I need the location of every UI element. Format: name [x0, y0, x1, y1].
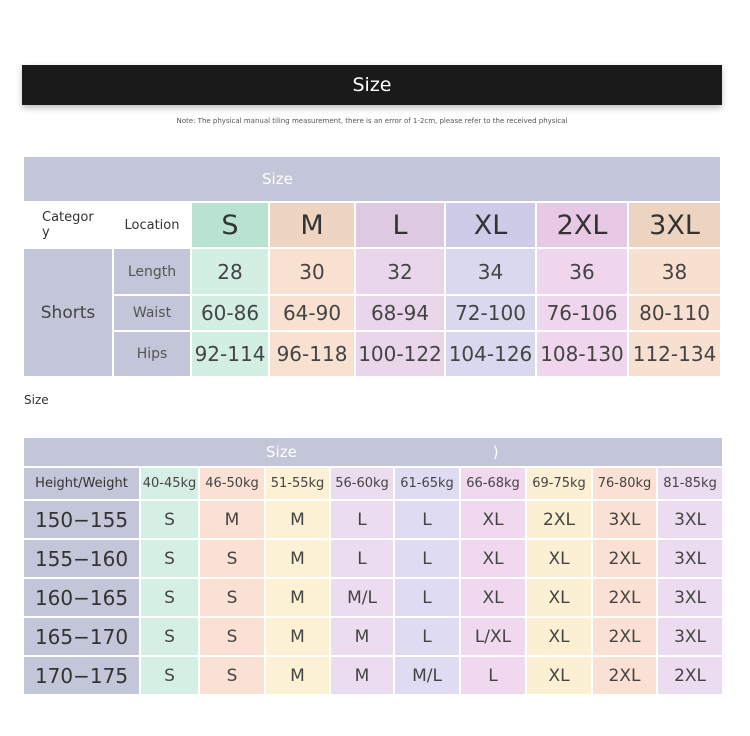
table-cell: XL: [527, 657, 591, 694]
table-cell: 2XL: [593, 579, 656, 616]
category-label: [24, 203, 112, 247]
table-cell: 96-118: [270, 332, 354, 376]
table-cell: 100-122: [356, 332, 444, 376]
table-cell: 3XL: [658, 618, 722, 655]
weight-header: 56-60kg: [331, 468, 393, 499]
table-cell: M/L: [331, 579, 393, 616]
table-cell: L: [395, 618, 459, 655]
size-header-3xl: 3XL: [629, 203, 720, 247]
table-cell: S: [141, 540, 198, 577]
height-weight-table: [22, 436, 724, 696]
table-cell: S: [200, 618, 264, 655]
table-cell: 92-114: [192, 332, 268, 376]
table-cell: 36: [537, 249, 627, 294]
size-section-label: Size: [24, 393, 49, 407]
table-cell: 30: [270, 249, 354, 294]
height-label: 160−165: [24, 579, 139, 616]
table-cell: S: [141, 618, 198, 655]
size-measurement-table: [22, 155, 722, 378]
table-cell: 2XL: [593, 657, 656, 694]
category-label-text: Categor y: [42, 210, 94, 240]
table-cell: M: [200, 501, 264, 538]
size-header-s: S: [192, 203, 268, 247]
weight-header: 76-80kg: [593, 468, 656, 499]
table-cell: 3XL: [593, 501, 656, 538]
table-cell: S: [200, 540, 264, 577]
table-cell: 2XL: [527, 501, 591, 538]
table-cell: 80-110: [629, 296, 720, 330]
table-cell: 2XL: [593, 540, 656, 577]
location-label: Location: [114, 203, 190, 247]
table-cell: 104-126: [446, 332, 535, 376]
size-header-l: L: [356, 203, 444, 247]
table-cell: L/XL: [461, 618, 525, 655]
weight-header: 40-45kg: [141, 468, 198, 499]
table-cell: 72-100: [446, 296, 535, 330]
table-cell: XL: [461, 540, 525, 577]
table-cell: 76-106: [537, 296, 627, 330]
table-cell: S: [141, 579, 198, 616]
table-cell: M: [266, 540, 329, 577]
table-cell: XL: [461, 501, 525, 538]
weight-header: 81-85kg: [658, 468, 722, 499]
table-cell: M: [266, 501, 329, 538]
weight-header: 69-75kg: [527, 468, 591, 499]
table2-header-title: Size: [266, 443, 297, 461]
table2-header-suffix: ): [492, 443, 499, 461]
table-cell: L: [395, 540, 459, 577]
size-header-xl: XL: [446, 203, 535, 247]
category-shorts: Shorts: [24, 249, 112, 376]
table-cell: 3XL: [658, 540, 722, 577]
table-cell: 34: [446, 249, 535, 294]
table-cell: XL: [461, 579, 525, 616]
table-cell: L: [331, 501, 393, 538]
height-label: 165−170: [24, 618, 139, 655]
table-cell: 112-134: [629, 332, 720, 376]
size-header-2xl: 2XL: [537, 203, 627, 247]
table-cell: 3XL: [658, 579, 722, 616]
weight-header: 51-55kg: [266, 468, 329, 499]
table-cell: M: [266, 657, 329, 694]
table-cell: 64-90: [270, 296, 354, 330]
table-cell: S: [200, 657, 264, 694]
table1-header: Size: [24, 157, 720, 201]
table-cell: S: [141, 501, 198, 538]
row-label-waist: Waist: [114, 296, 190, 330]
table-cell: L: [395, 501, 459, 538]
table-cell: 60-86: [192, 296, 268, 330]
table-cell: M: [331, 618, 393, 655]
table2-header: [24, 438, 722, 466]
weight-header: 61-65kg: [395, 468, 459, 499]
table-cell: 2XL: [658, 657, 722, 694]
table-cell: 2XL: [593, 618, 656, 655]
table-cell: XL: [527, 579, 591, 616]
size-banner: Size: [22, 65, 722, 105]
table-cell: 28: [192, 249, 268, 294]
table-cell: XL: [527, 540, 591, 577]
table-cell: S: [200, 579, 264, 616]
table-cell: M: [266, 618, 329, 655]
table-cell: M: [266, 579, 329, 616]
table-cell: M/L: [395, 657, 459, 694]
table-cell: M: [331, 657, 393, 694]
table-cell: L: [395, 579, 459, 616]
table-cell: XL: [527, 618, 591, 655]
table-cell: S: [141, 657, 198, 694]
table-cell: 32: [356, 249, 444, 294]
table-cell: 38: [629, 249, 720, 294]
height-label: 170−175: [24, 657, 139, 694]
table-cell: L: [461, 657, 525, 694]
row-label-hips: Hips: [114, 332, 190, 376]
size-header-m: M: [270, 203, 354, 247]
measurement-note: Note: The physical manual tiling measurement, there is an error of 1-2cm, please refer to the received physical: [176, 117, 568, 125]
table-cell: 3XL: [658, 501, 722, 538]
table-cell: 68-94: [356, 296, 444, 330]
height-weight-label: Height/Weight: [24, 468, 139, 499]
table-cell: L: [331, 540, 393, 577]
row-label-length: Length: [114, 249, 190, 294]
height-label: 150−155: [24, 501, 139, 538]
height-label: 155−160: [24, 540, 139, 577]
table-cell: 108-130: [537, 332, 627, 376]
weight-header: 46-50kg: [200, 468, 264, 499]
weight-header: 66-68kg: [461, 468, 525, 499]
